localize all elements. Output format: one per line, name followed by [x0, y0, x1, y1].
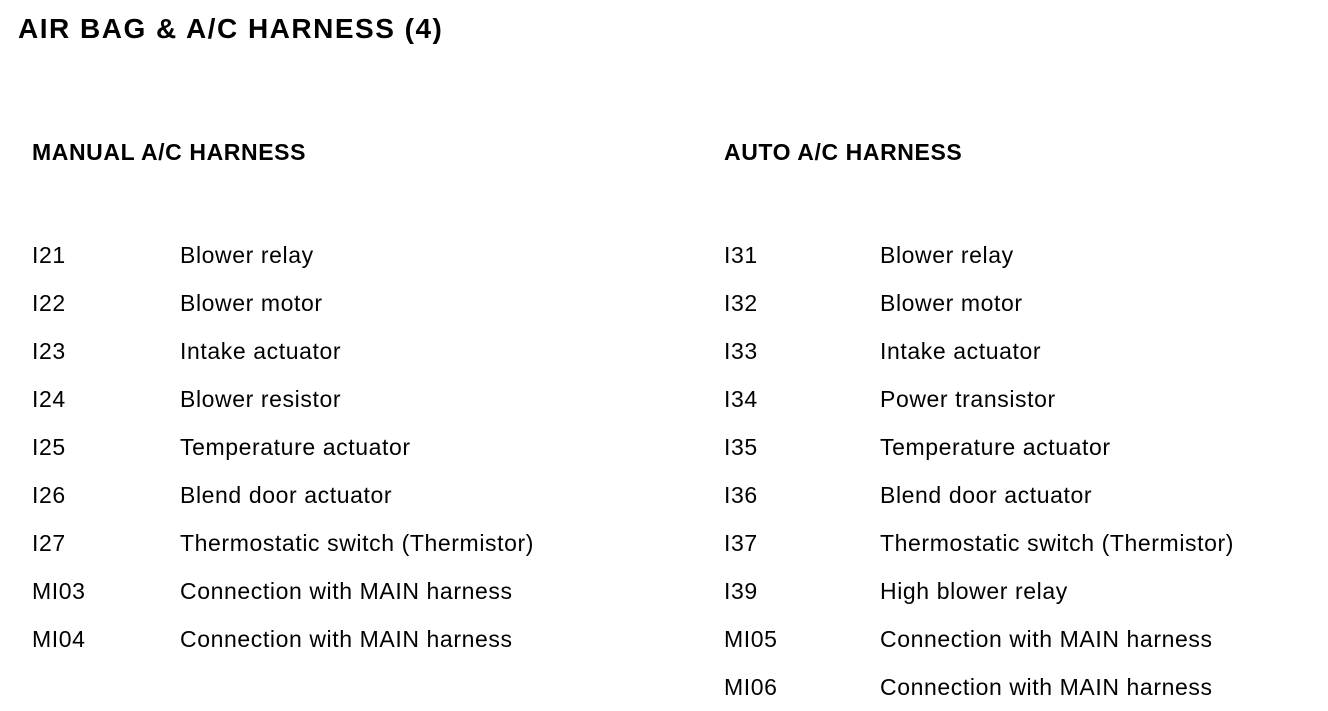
connector-row [32, 567, 534, 615]
connector-description: Blower relay [180, 242, 314, 268]
connector-description: Blower motor [180, 290, 323, 316]
connector-description: Power transistor [880, 386, 1056, 412]
connector-row [32, 375, 534, 423]
connector-description: Connection with MAIN harness [880, 626, 1213, 652]
connector-description: Temperature actuator [880, 434, 1111, 460]
connector-code: I39 [724, 578, 758, 604]
connector-code: MI04 [32, 626, 86, 652]
connector-code: I35 [724, 434, 758, 460]
connector-code: MI05 [724, 626, 778, 652]
connector-row [32, 615, 534, 663]
manual-ac-harness-section [32, 137, 534, 663]
connector-description: Blend door actuator [180, 482, 393, 508]
connector-code: I23 [32, 338, 66, 364]
connector-code: MI06 [724, 674, 778, 700]
auto-connector-list [724, 231, 1234, 711]
manual-ac-harness-heading: MANUAL A/C HARNESS [32, 139, 307, 165]
connector-row [724, 327, 1234, 375]
connector-row [724, 471, 1234, 519]
auto-ac-harness-section [724, 137, 1234, 711]
connector-description: Thermostatic switch (Thermistor) [880, 530, 1235, 556]
connector-description: Intake actuator [880, 338, 1042, 364]
connector-code: I36 [724, 482, 758, 508]
connector-row [724, 615, 1234, 663]
connector-code: I32 [724, 290, 758, 316]
connector-description: Blower motor [880, 290, 1023, 316]
connector-row [32, 519, 534, 567]
manual-connector-list [32, 231, 534, 663]
connector-code: I33 [724, 338, 758, 364]
connector-description: Temperature actuator [180, 434, 411, 460]
connector-description: Blower relay [880, 242, 1014, 268]
connector-description: Connection with MAIN harness [180, 626, 513, 652]
connector-row [724, 423, 1234, 471]
connector-row [32, 231, 534, 279]
connector-code: I31 [724, 242, 758, 268]
connector-code: I25 [32, 434, 66, 460]
connector-row [32, 471, 534, 519]
connector-code: I37 [724, 530, 758, 556]
connector-code: I34 [724, 386, 758, 412]
connector-description: Connection with MAIN harness [180, 578, 513, 604]
connector-code: I26 [32, 482, 66, 508]
connector-description: Connection with MAIN harness [880, 674, 1213, 700]
connector-description: Intake actuator [180, 338, 342, 364]
connector-row [724, 567, 1234, 615]
connector-code: MI03 [32, 578, 86, 604]
connector-row [32, 423, 534, 471]
page-title: AIR BAG & A/C HARNESS (4) [18, 13, 444, 44]
connector-row [32, 327, 534, 375]
connector-code: I24 [32, 386, 66, 412]
connector-description: Blend door actuator [880, 482, 1093, 508]
connector-row [32, 279, 534, 327]
connector-code: I27 [32, 530, 66, 556]
connector-row [724, 663, 1234, 711]
connector-code: I22 [32, 290, 66, 316]
connector-code: I21 [32, 242, 66, 268]
connector-row [724, 519, 1234, 567]
auto-ac-harness-heading: AUTO A/C HARNESS [724, 139, 963, 165]
connector-row [724, 375, 1234, 423]
connector-row [724, 231, 1234, 279]
connector-description: Blower resistor [180, 386, 342, 412]
connector-description: High blower relay [880, 578, 1068, 604]
connector-row [724, 279, 1234, 327]
connector-description: Thermostatic switch (Thermistor) [180, 530, 535, 556]
